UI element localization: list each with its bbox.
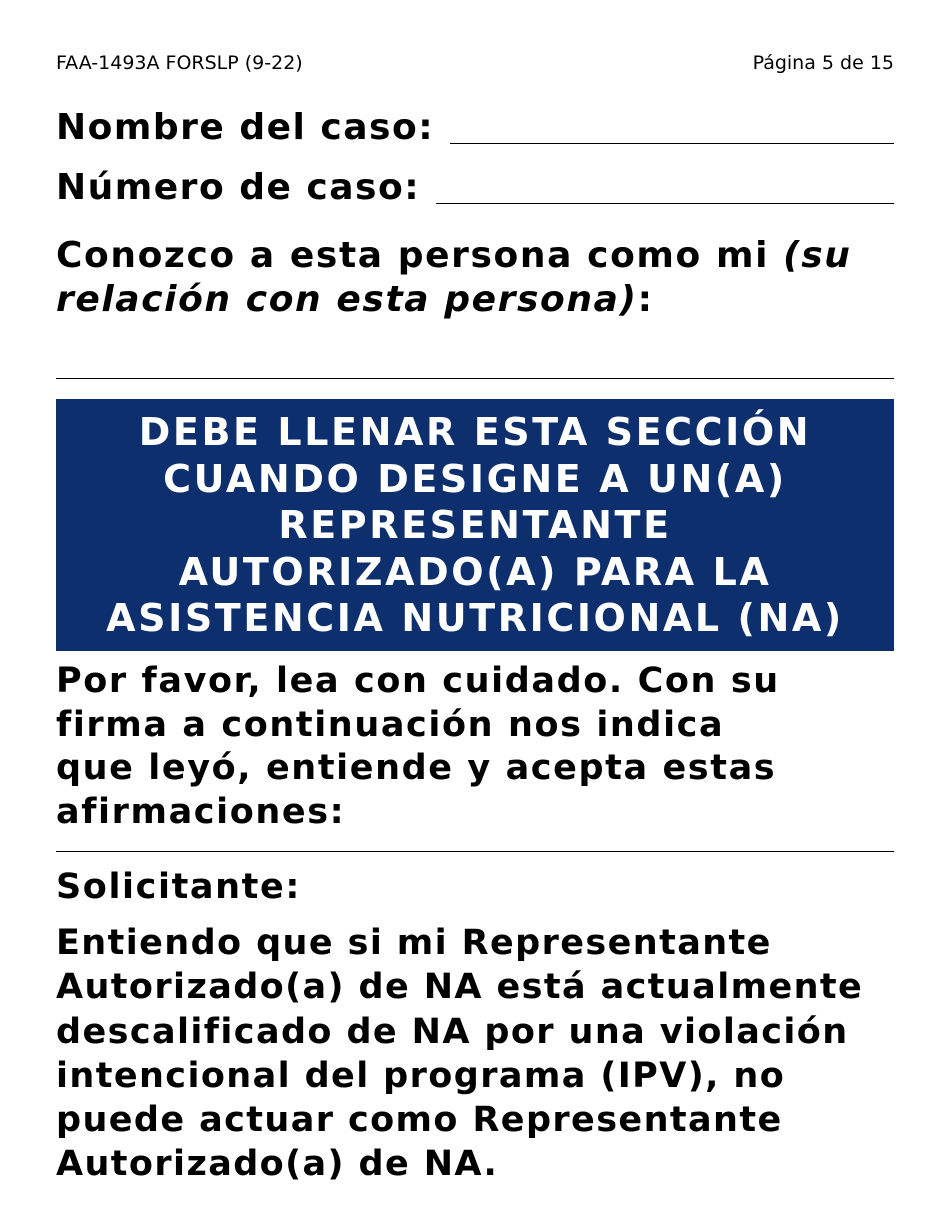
relationship-italic: (su relación con esta persona) xyxy=(56,235,852,320)
statement-line: Entiendo que si mi Representante xyxy=(56,923,772,963)
section-divider xyxy=(56,851,894,852)
statement-line: Autorizado(a) de NA está actualmente xyxy=(56,967,864,1008)
case-number-field xyxy=(56,167,894,208)
relationship-suffix: : xyxy=(637,279,654,320)
statement-line: descalificado de NA por una violación xyxy=(56,1011,849,1052)
banner-line: CUANDO DESIGNE A UN(A) xyxy=(163,456,787,501)
banner-line: ASISTENCIA NUTRICIONAL (NA) xyxy=(106,596,844,640)
page-number: Página 5 de 15 xyxy=(752,52,894,74)
instructions-line: que leyó, entiende y acepta estas xyxy=(56,748,777,788)
relationship-input-line[interactable] xyxy=(56,378,894,379)
applicant-heading: Solicitante: xyxy=(56,867,301,907)
statement-line: Autorizado(a) de NA. xyxy=(56,1144,499,1185)
applicant-statement xyxy=(56,921,936,1187)
banner-line: DEBE LLENAR ESTA SECCIÓN xyxy=(138,410,812,454)
statement-line: intencional del programa (IPV), no xyxy=(56,1055,786,1096)
instructions-line: afirmaciones: xyxy=(56,791,346,832)
instructions-line: Por favor, lea con cuidado. Con su xyxy=(56,661,780,701)
relationship-prompt xyxy=(56,234,896,322)
case-number-label: Número de caso: xyxy=(56,167,421,208)
case-number-input-line[interactable] xyxy=(436,202,894,204)
section-banner xyxy=(56,399,894,651)
form-id: FAA-1493A FORSLP (9-22) xyxy=(56,52,303,74)
case-name-field xyxy=(56,107,894,148)
banner-line: REPRESENTANTE xyxy=(278,503,672,547)
banner-line: AUTORIZADO(A) PARA LA xyxy=(178,549,772,594)
relationship-prefix: Conozco a esta persona como mi xyxy=(56,235,784,276)
instructions-line: firma a continuación nos indica xyxy=(56,704,725,745)
statement-line: puede actuar como Representante xyxy=(56,1100,783,1141)
instructions-paragraph xyxy=(56,660,936,834)
case-name-input-line[interactable] xyxy=(450,142,894,144)
case-name-label: Nombre del caso: xyxy=(56,107,435,148)
